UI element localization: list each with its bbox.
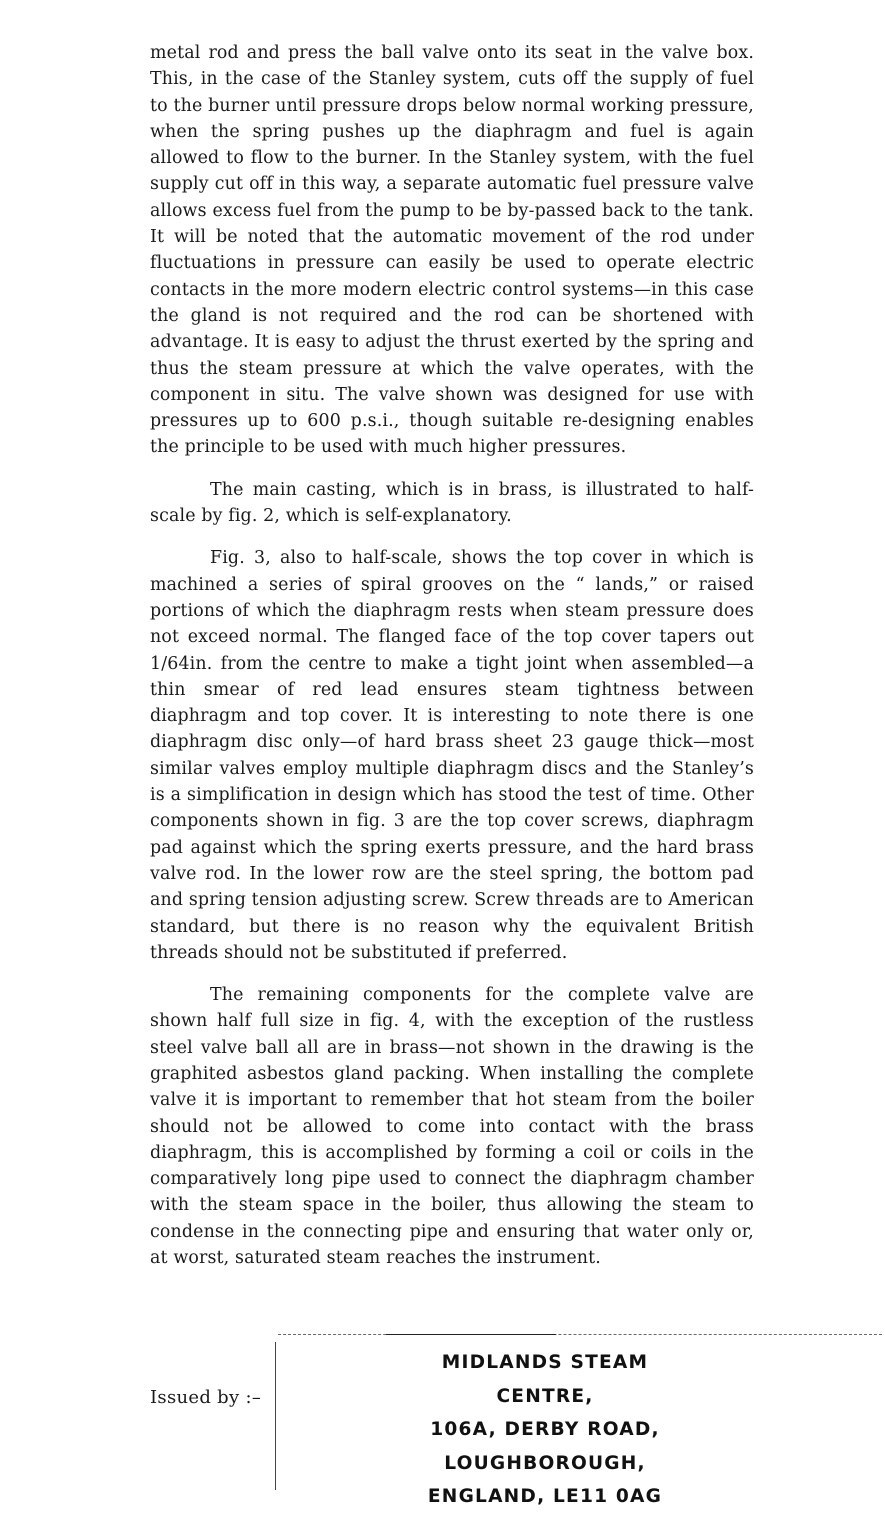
publisher-address-stamp bbox=[400, 1346, 690, 1514]
paragraph-stanley-valve-operation: metal rod and press the ball valve onto its seat in the valve box. This, in the case of the Stanley system, cuts off the supply of fuel to the burner until pressure drops below normal working pressure, when the spring pushes up the diaphragm and fuel is again allowed to flow to the burner. In the Stanley system, with the fuel supply cut off in this way, a separate automatic fuel pressure valve allows excess fuel from the pump to be by-passed back to the tank. It will be noted that the automatic movement of the rod under fluctuations in pressure can easily be used to operate electric contacts in the more modern electric control systems—in this case the gland is not required and the rod can be shortened with advantage. It is easy to adjust the thrust exerted by the spring and thus the steam pressure at which the valve operates, with the component in situ. The valve shown was designed for use with pressures up to 600 p.s.i., though suitable re-designing enables the principle to be used with much higher pressures. bbox=[150, 43, 754, 458]
issued-by-label: Issued by :– bbox=[150, 1387, 262, 1408]
address-line-street: 106A, DERBY ROAD, bbox=[430, 1419, 660, 1440]
footer-dashed-rule bbox=[278, 1334, 882, 1335]
paragraph-fig3-top-cover: Fig. 3, also to half-scale, shows the top cover in which is machined a series of spiral grooves on the “ lands,” or raised portions of which the diaphragm rests when steam pressure does not exceed normal. The flanged face of the top cover tapers out 1/64in. from the centre to make a tight joint when assembled—a thin smear of red lead ensures steam tightness between diaphragm and top cover. It is interesting to note there is one diaphragm disc only—of hard brass sheet 23 gauge thick—most similar valves employ multiple diaphragm discs and the Stanley’s is a simplification in design which has stood the test of time. Other components shown in fig. 3 are the top cover screws, diaphragm pad against which the spring exerts pressure, and the hard brass valve rod. In the lower row are the steel spring, the bottom pad and spring tension adjusting screw. Screw threads are to American standard, but there is no reason why the equivalent British threads should not be substituted if preferred. bbox=[150, 548, 754, 963]
address-line-organisation: MIDLANDS STEAM CENTRE, bbox=[441, 1352, 649, 1407]
address-line-town: LOUGHBOROUGH, bbox=[444, 1452, 646, 1474]
footer-solid-rule bbox=[386, 1334, 556, 1335]
article-body bbox=[150, 40, 754, 1271]
address-line-country-postcode: ENGLAND, LE11 0AG bbox=[427, 1486, 663, 1507]
paragraph-fig4-components: The remaining components for the complete valve are shown half full size in fig. 4, with the exception of the rustless steel valve ball all are in brass—not shown in the drawing is the graphited asbestos gland packing. When installing the complete valve it is important to remember that hot steam from the boiler should not be allowed to come into contact with the brass diaphragm, this is accomplished by forming a coil or coils in the comparatively long pipe used to connect the diaphragm chamber with the steam space in the boiler, thus allowing the steam to condense in the connecting pipe and ensuring that water only or, at worst, saturated steam reaches the instrument. bbox=[150, 985, 754, 1269]
paragraph-main-casting: The main casting, which is in brass, is illustrated to half-scale by fig. 2, which is self-explanatory. bbox=[150, 479, 754, 527]
footer-vertical-rule bbox=[275, 1342, 276, 1490]
